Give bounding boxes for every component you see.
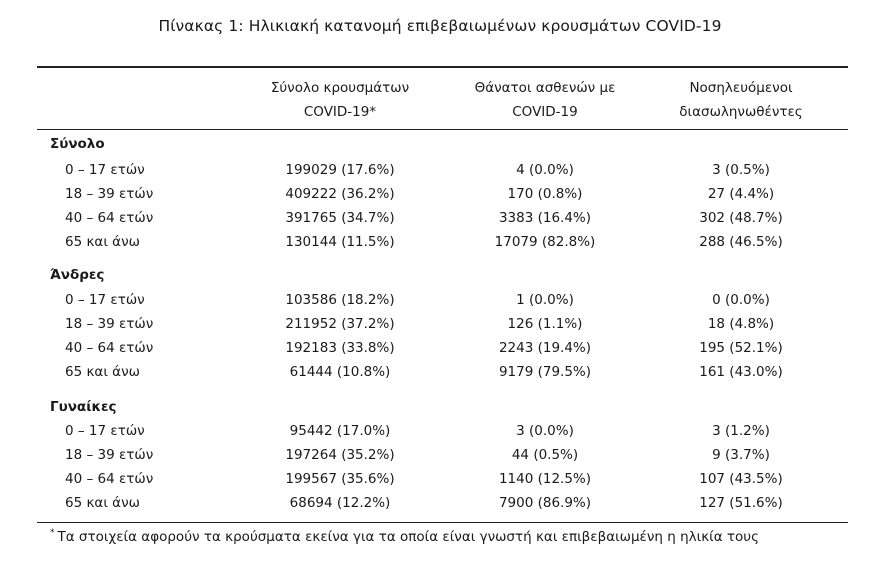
age-group: 18 – 39 ετών (65, 316, 154, 332)
footnote-text: Τα στοιχεία αφορούν τα κρούσματα εκείνα για τα οποία είναι γνωστή και επιβεβαιωμένη η ηλικία τους (57, 529, 760, 545)
header-total-cases (240, 76, 440, 124)
header-deaths-line2: COVID-19 (512, 104, 578, 120)
header-deaths-line1: Θάνατοι ασθενών με (474, 80, 616, 96)
age-group: 40 – 64 ετών (65, 471, 154, 487)
cases-cell: 211952 (37.2%) (285, 316, 395, 332)
table-row (0, 447, 880, 469)
cases-cell: 197264 (35.2%) (285, 447, 395, 463)
intubated-cell: 288 (46.5%) (699, 234, 783, 250)
intubated-cell: 18 (4.8%) (707, 316, 775, 332)
cases-cell: 95442 (17.0%) (289, 423, 391, 439)
deaths-cell: 44 (0.5%) (511, 447, 579, 463)
age-group: 0 – 17 ετών (65, 292, 145, 308)
deaths-cell: 3 (0.0%) (516, 423, 574, 439)
intubated-cell: 9 (3.7%) (712, 447, 770, 463)
intubated-cell: 0 (0.0%) (712, 292, 770, 308)
intubated-cell: 107 (43.5%) (699, 471, 783, 487)
header-total-cases-line2: COVID-19* (303, 104, 377, 120)
section-label-women: Γυναίκες (50, 399, 117, 415)
cases-cell: 103586 (18.2%) (285, 292, 395, 308)
table-row (0, 234, 880, 256)
deaths-cell: 2243 (19.4%) (498, 340, 592, 356)
header-deaths (445, 76, 645, 124)
deaths-cell: 7900 (86.9%) (498, 495, 592, 511)
table-row (0, 340, 880, 362)
age-group: 65 και άνω (65, 364, 140, 380)
age-group: 0 – 17 ετών (65, 162, 145, 178)
section-label-total: Σύνολο (50, 136, 105, 152)
intubated-cell: 27 (4.4%) (707, 186, 775, 202)
deaths-cell: 17079 (82.8%) (494, 234, 596, 250)
table-row (0, 210, 880, 232)
table-bottom-rule (37, 522, 848, 523)
cases-cell: 199029 (17.6%) (285, 162, 395, 178)
table-row (0, 364, 880, 386)
header-intubated-line1: Νοσηλευόμενοι (689, 80, 793, 96)
table-row (0, 423, 880, 445)
header-bottom-rule (37, 129, 848, 130)
cases-cell: 68694 (12.2%) (289, 495, 391, 511)
table-row (0, 316, 880, 338)
intubated-cell: 302 (48.7%) (699, 210, 783, 226)
deaths-cell: 9179 (79.5%) (498, 364, 592, 380)
table-top-rule (37, 66, 848, 68)
age-group: 65 και άνω (65, 495, 140, 511)
table-row (0, 162, 880, 184)
section-label-men: Άνδρες (50, 267, 105, 283)
footnote-marker: * (50, 528, 55, 538)
deaths-cell: 1 (0.0%) (516, 292, 574, 308)
age-group: 0 – 17 ετών (65, 423, 145, 439)
table-title: Πίνακας 1: Ηλικιακή κατανομή επιβεβαιωμένων κρουσμάτων COVID-19 (158, 17, 722, 35)
deaths-cell: 3383 (16.4%) (498, 210, 592, 226)
intubated-cell: 127 (51.6%) (699, 495, 783, 511)
age-group: 18 – 39 ετών (65, 447, 154, 463)
age-group: 18 – 39 ετών (65, 186, 154, 202)
header-intubated (641, 76, 841, 124)
intubated-cell: 161 (43.0%) (699, 364, 783, 380)
cases-cell: 130144 (11.5%) (285, 234, 395, 250)
table-row (0, 471, 880, 493)
cases-cell: 409222 (36.2%) (285, 186, 395, 202)
deaths-cell: 170 (0.8%) (507, 186, 583, 202)
age-group: 65 και άνω (65, 234, 140, 250)
table-row (0, 186, 880, 208)
cases-cell: 192183 (33.8%) (285, 340, 395, 356)
table-row (0, 292, 880, 314)
deaths-cell: 126 (1.1%) (507, 316, 583, 332)
cases-cell: 61444 (10.8%) (289, 364, 391, 380)
age-group: 40 – 64 ετών (65, 210, 154, 226)
deaths-cell: 4 (0.0%) (516, 162, 574, 178)
deaths-cell: 1140 (12.5%) (498, 471, 592, 487)
age-group: 40 – 64 ετών (65, 340, 154, 356)
intubated-cell: 3 (1.2%) (712, 423, 770, 439)
cases-cell: 391765 (34.7%) (285, 210, 395, 226)
header-intubated-line2: διασωληνωθέντες (679, 104, 803, 120)
header-total-cases-line1: Σύνολο κρουσμάτων (270, 80, 410, 96)
cases-cell: 199567 (35.6%) (285, 471, 395, 487)
table-row (0, 495, 880, 517)
footnote (50, 528, 759, 545)
intubated-cell: 3 (0.5%) (712, 162, 770, 178)
intubated-cell: 195 (52.1%) (699, 340, 783, 356)
